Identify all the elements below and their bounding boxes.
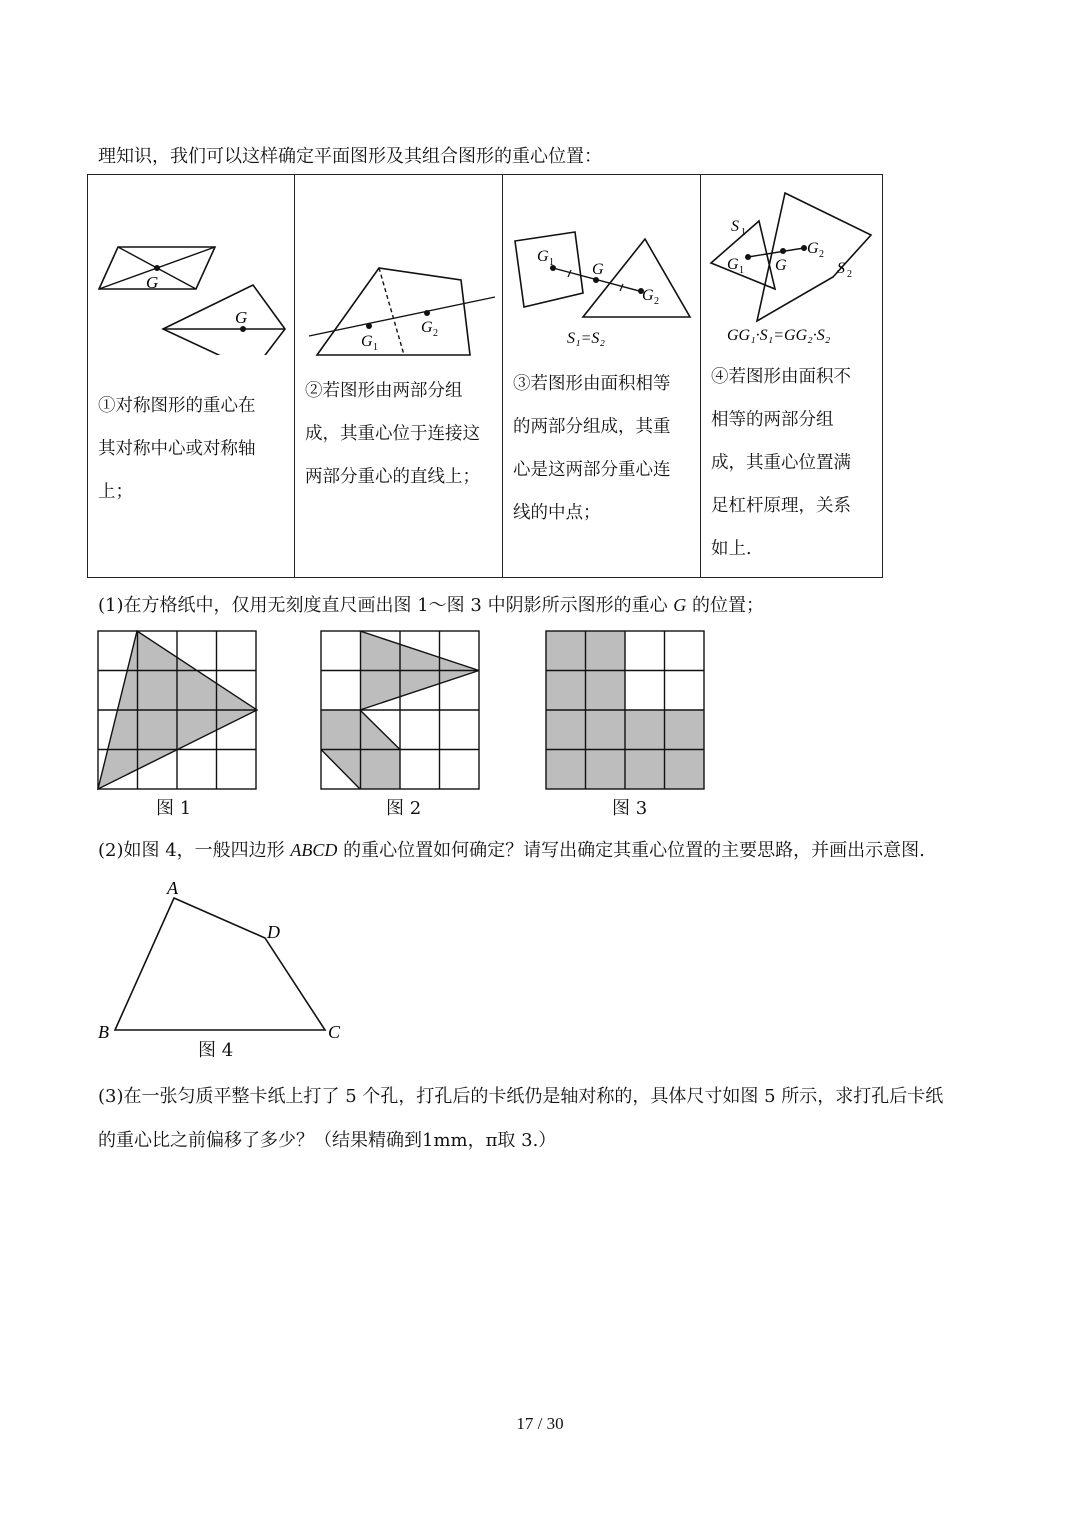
q2-pre: (2)如图 4，一般四边形: [98, 840, 291, 861]
cell-2-line-1: ②若图形由两部分组: [305, 381, 463, 401]
vertex-d-label: D: [267, 922, 280, 942]
cell-3-line-3: 心是这两部分重心连: [513, 460, 671, 480]
cell-4-line-2: 相等的两部分组: [711, 410, 834, 430]
cell-3-line-2: 的两部分组成，其重: [513, 417, 671, 437]
q2-post: 的重心位置如何确定？请写出确定其重心位置的主要思路，并画出示意图.: [337, 840, 925, 861]
question-3-line-1: (3)在一张匀质平整卡纸上打了 5 个孔，打孔后的卡纸仍是轴对称的，具体尺寸如图 5 所示，求打孔后卡纸: [98, 1086, 944, 1107]
cell-2-line-2: 成，其重心位于连接这: [305, 424, 480, 444]
question-1: [98, 591, 764, 617]
q1-var: G: [673, 595, 687, 615]
equal-area-diagram: [503, 175, 700, 355]
g1-subscript: 1: [373, 342, 378, 353]
g2-label-3: G: [642, 287, 654, 304]
unequal-area-diagram: [701, 175, 882, 355]
g1-label-3: G: [537, 248, 549, 265]
cell-1-line-3: 上；: [98, 482, 133, 502]
intro-text: 理知识，我们可以这样确定平面图形及其组合图形的重心位置：: [98, 146, 602, 167]
knowledge-table: [87, 174, 883, 578]
cell-2-line-3: 两部分重心的直线上；: [305, 467, 480, 487]
equal-area-equation: S₁=S₂: [567, 330, 605, 347]
question-3-line-2: 的重心比之前偏移了多少？（结果精确到1mm，π取 3.）: [98, 1130, 557, 1151]
g-label-3: G: [592, 261, 604, 278]
cell-1-line-1: ①对称图形的重心在: [98, 396, 256, 416]
figure-1-caption: 图 1: [156, 798, 192, 819]
g2-subscript-3: 2: [654, 296, 659, 307]
g1-subscript-4: 1: [739, 265, 744, 276]
figure-2-grid: [319, 629, 483, 793]
cell-1-line-2: 其对称中心或对称轴: [98, 439, 256, 459]
figure-2-caption: 图 2: [386, 798, 422, 819]
s1-subscript: 1: [741, 227, 746, 238]
cell-3-line-4: 线的中点；: [513, 503, 601, 523]
question-2: [98, 836, 925, 862]
symmetric-figures-diagram: [88, 175, 294, 355]
g-label-4: G: [775, 257, 787, 274]
s1-label: S: [731, 218, 739, 235]
s2-label: S: [837, 260, 845, 277]
lever-equation: GG₁·S₁=GG₂·S₂: [727, 327, 831, 344]
s2-subscript: 2: [847, 269, 852, 280]
q1-pre: (1)在方格纸中，仅用无刻度直尺画出图 1～图 3 中阴影所示图形的重心: [98, 595, 674, 616]
page-number: 17 / 30: [516, 1414, 564, 1433]
table-cell-unequal-area: [701, 175, 883, 578]
figure-3-caption: 图 3: [612, 798, 648, 819]
g2-subscript: 2: [433, 328, 438, 339]
vertex-b-label: B: [98, 1022, 109, 1042]
cell-4-line-4: 足杠杆原理，关系: [711, 496, 851, 516]
g2-label: G: [421, 319, 433, 336]
g-label-1: G: [146, 273, 159, 292]
g2-subscript-4: 2: [819, 249, 824, 260]
g2-label-4: G: [807, 240, 819, 257]
cell-4-line-1: ④若图形由面积不: [711, 367, 851, 387]
g-label-2: G: [235, 308, 248, 327]
figure-4-quadrilateral: [90, 874, 360, 1049]
figure-4-caption: 图 4: [198, 1040, 234, 1061]
two-part-figure-diagram: [295, 175, 502, 365]
g1-label-4: G: [727, 256, 739, 273]
g1-subscript-3: 1: [549, 257, 554, 268]
cell-4-line-5: 如上.: [711, 539, 752, 559]
q1-post: 的位置；: [686, 595, 765, 616]
g1-label: G: [361, 333, 373, 350]
figure-3-grid: [544, 629, 708, 793]
vertex-c-label: C: [328, 1022, 341, 1042]
q2-var: ABCD: [290, 840, 338, 860]
table-cell-symmetric: [88, 175, 295, 578]
cell-4-line-3: 成，其重心位置满: [711, 453, 851, 473]
table-cell-two-parts: [295, 175, 503, 578]
figure-1-grid: [96, 629, 260, 793]
cell-3-line-1: ③若图形由面积相等: [513, 374, 671, 394]
vertex-a-label: A: [167, 878, 178, 898]
table-cell-equal-area: [503, 175, 701, 578]
